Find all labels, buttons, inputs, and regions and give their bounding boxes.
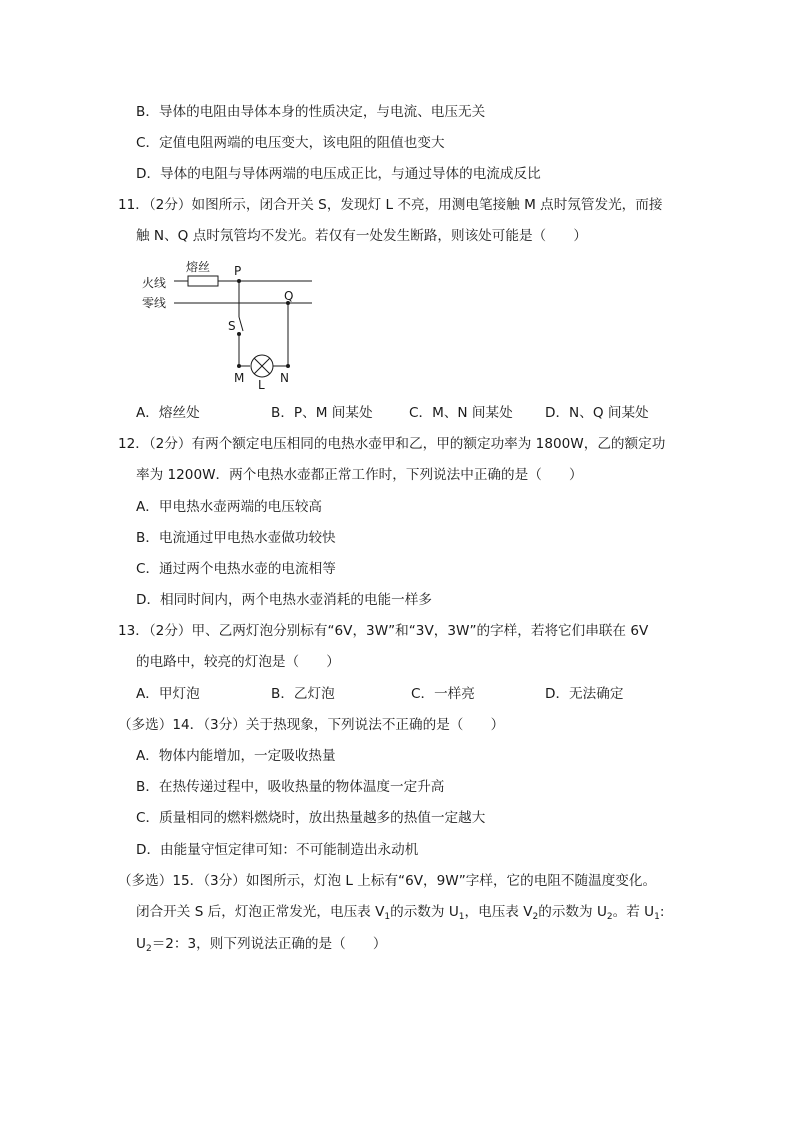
q13-option-a: A．甲灯泡	[136, 686, 200, 702]
point-q-label: Q	[284, 289, 294, 303]
neutral-wire-label: 零线	[142, 296, 167, 310]
bulb-l-label: L	[258, 378, 265, 392]
q13-stem-line2: 的电路中，较亮的灯泡是（ ）	[136, 654, 340, 670]
switch-s-icon	[239, 317, 243, 331]
q12-option-a: A．甲电热水壶两端的电压较高	[136, 499, 323, 515]
live-wire-label: 火线	[142, 276, 167, 290]
q10-option-d: D．导体的电阻与导体两端的电压成正比，与通过导体的电流成反比	[136, 166, 541, 182]
q11-option-c: C．M、N 间某处	[409, 405, 513, 421]
q14-option-b: B．在热传递过程中，吸收热量的物体温度一定升高	[136, 779, 445, 795]
q13-option-b: B．乙灯泡	[271, 686, 335, 702]
q11-circuit-figure	[130, 254, 330, 394]
q14-stem-line1: （多选）14．（3分）关于热现象，下列说法不正确的是（ ）	[118, 717, 505, 733]
switch-contact-dot	[237, 332, 241, 336]
q10-option-b: B．导体的电阻由导体本身的性质决定，与电流、电压无关	[136, 104, 486, 120]
q14-option-a: A．物体内能增加，一定吸收热量	[136, 748, 336, 764]
q14-option-d: D．由能量守恒定律可知：不可能制造出永动机	[136, 842, 419, 858]
q12-stem-line1: 12．（2分）有两个额定电压相同的电热水壶甲和乙，甲的额定功率为 1800W，乙的额定功	[118, 436, 666, 452]
junction-p-dot	[237, 279, 241, 283]
point-n-label: N	[280, 371, 289, 385]
switch-s-label: S	[228, 319, 236, 333]
junction-m-dot	[237, 364, 241, 368]
fuse-icon	[188, 276, 218, 286]
q12-option-b: B．电流通过甲电热水壶做功较快	[136, 530, 336, 546]
q11-stem-line2: 触 N、Q 点时氖管均不发光。若仅有一处发生断路，则该处可能是（ ）	[136, 228, 587, 244]
q13-option-d: D．无法确定	[545, 686, 624, 702]
q15-stem-line2: 闭合开关 S 后，灯泡正常发光，电压表 $V_1$的示数为 $U_1$，电压表 $V_2$的示数为 $U_2$。若 $U_1$:	[136, 904, 665, 922]
q11-stem-line1: 11．（2分）如图所示，闭合开关 S，发现灯 L 不亮，用测电笔接触 M 点时氖管发光，而接	[118, 197, 663, 213]
q11-option-d: D．N、Q 间某处	[545, 405, 649, 421]
q11-option-a: A．熔丝处	[136, 405, 200, 421]
q15-stem-line1: （多选）15．（3分）如图所示，灯泡 L 上标有“6V，9W”字样，它的电阻不随温度变化。	[118, 873, 657, 889]
q13-option-c: C．一样亮	[411, 686, 475, 702]
q10-option-c: C．定值电阻两端的电压变大，该电阻的阻值也变大	[136, 135, 445, 151]
point-m-label: M	[234, 371, 245, 385]
q12-stem-line2: 率为 1200W．两个电热水壶都正常工作时，下列说法中正确的是（ ）	[136, 467, 583, 483]
q15-stem-line3: $U_2=2$：3，则下列说法正确的是（ ）	[136, 936, 387, 954]
junction-n-dot	[286, 364, 290, 368]
q14-option-c: C．质量相同的燃料燃烧时，放出热量越多的热值一定越大	[136, 810, 486, 826]
q11-option-b: B．P、M 间某处	[271, 405, 373, 421]
q12-option-d: D．相同时间内，两个电热水壶消耗的电能一样多	[136, 592, 432, 608]
point-p-label: P	[234, 264, 242, 278]
q12-option-c: C．通过两个电热水壶的电流相等	[136, 561, 336, 577]
fuse-label: 熔丝	[186, 260, 211, 274]
q13-stem-line1: 13．（2分）甲、乙两灯泡分别标有“6V，3W”和“3V，3W”的字样，若将它们串联在 6V	[118, 623, 649, 639]
